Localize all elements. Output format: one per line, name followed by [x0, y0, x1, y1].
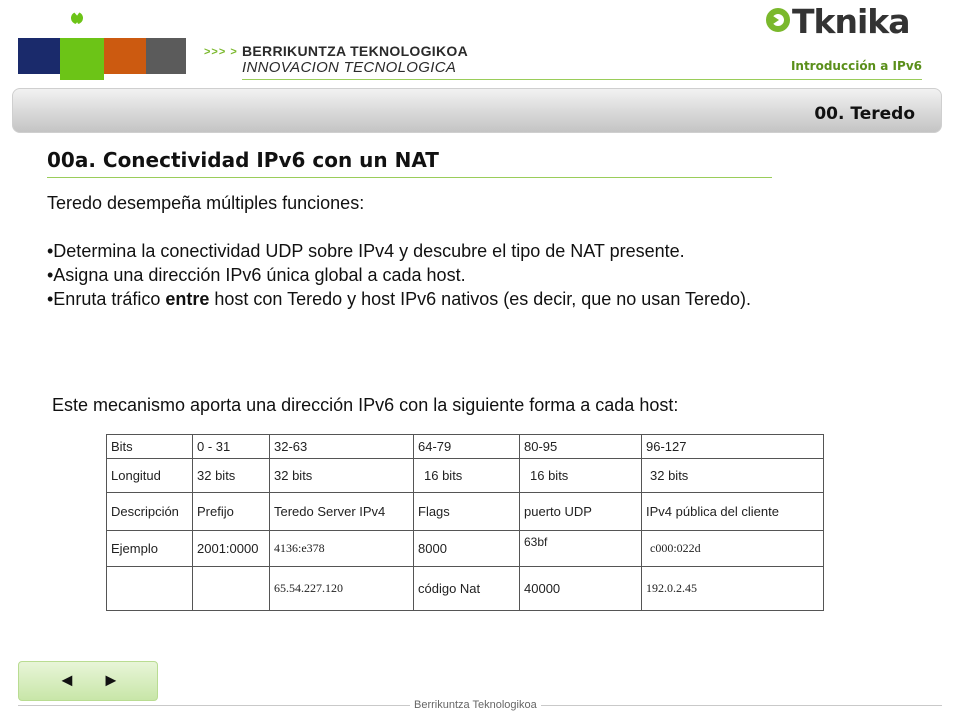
table-cell: código Nat — [414, 567, 520, 611]
nav-panel — [18, 661, 158, 701]
intro-text: Teredo desempeña múltiples funciones: — [47, 193, 365, 213]
brand-arrows: >>> > — [204, 46, 238, 58]
table-row — [107, 459, 824, 493]
table-cell: Prefijo — [193, 493, 270, 531]
table-cell: 63bf — [520, 531, 642, 567]
table-cell: 32 bits — [642, 459, 824, 493]
table-cell: Flags — [414, 493, 520, 531]
next-slide-button[interactable]: ► — [102, 670, 120, 690]
gray-block — [146, 38, 186, 74]
title-divider — [47, 177, 772, 178]
table-cell: 32-63 — [270, 435, 414, 459]
table-cell: 8000 — [414, 531, 520, 567]
tknika-logo-text: Tknika — [792, 2, 910, 41]
bird-logo-icon — [58, 0, 96, 36]
section-label: 00. Teredo — [814, 104, 915, 124]
slide-body — [47, 191, 895, 311]
table-cell: Longitud — [107, 459, 193, 493]
table-cell: 192.0.2.45 — [642, 567, 824, 611]
table-cell: 16 bits — [414, 459, 520, 493]
mechanism-text: Este mecanismo aporta una dirección IPv6 con la siguiente forma a cada host: — [52, 395, 679, 415]
orange-block — [104, 38, 146, 74]
bullet-1: •Determina la conectividad UDP sobre IPv4 y descubre el tipo de NAT presente. — [47, 241, 685, 261]
bullet-3-bold: entre — [165, 289, 210, 309]
brand-subtitle: INNOVACION TECNOLOGICA — [242, 59, 457, 76]
table-cell: 32 bits — [193, 459, 270, 493]
navy-block — [18, 38, 62, 74]
header-divider — [242, 79, 922, 80]
tknika-arrow-icon — [770, 14, 779, 26]
table-cell: 32 bits — [270, 459, 414, 493]
table-cell: 0 - 31 — [193, 435, 270, 459]
bullet-3 — [47, 287, 895, 311]
brand-color-blocks — [18, 38, 188, 80]
table-row — [107, 435, 824, 459]
green-block — [60, 38, 104, 80]
slide-title: 00a. Conectividad IPv6 con un NAT — [47, 148, 439, 172]
table-cell: 16 bits — [520, 459, 642, 493]
table-cell: 64-79 — [414, 435, 520, 459]
bullet-3-start: •Enruta tráfico — [47, 289, 166, 309]
teredo-address-table — [106, 434, 824, 611]
bullet-2: •Asigna una dirección IPv6 única global a cada host. — [47, 265, 466, 285]
table-cell: 40000 — [520, 567, 642, 611]
table-cell: 2001:0000 — [193, 531, 270, 567]
prev-slide-button[interactable]: ◄ — [58, 670, 76, 690]
table-row — [107, 567, 824, 611]
table-cell: c000:022d — [642, 531, 824, 567]
table-cell: Teredo Server IPv4 — [270, 493, 414, 531]
table-cell: 4136:e378 — [270, 531, 414, 567]
table-row — [107, 493, 824, 531]
table-cell: puerto UDP — [520, 493, 642, 531]
table-cell: Descripción — [107, 493, 193, 531]
footer-brand: Berrikuntza Teknologikoa — [410, 699, 541, 711]
section-bar — [12, 88, 942, 133]
table-row — [107, 531, 824, 567]
table-cell — [193, 567, 270, 611]
table-cell: IPv4 pública del cliente — [642, 493, 824, 531]
table-cell: Ejemplo — [107, 531, 193, 567]
table-cell: 80-95 — [520, 435, 642, 459]
table-cell: 96-127 — [642, 435, 824, 459]
table-cell: 65.54.227.120 — [270, 567, 414, 611]
bullet-3-end: host con Teredo y host IPv6 nativos (es decir, que no usan Teredo). — [209, 289, 752, 309]
table-cell: Bits — [107, 435, 193, 459]
brand-title: BERRIKUNTZA TEKNOLOGIKOA — [242, 43, 469, 59]
course-title: Introducción a IPv6 — [790, 59, 922, 73]
table-cell — [107, 567, 193, 611]
